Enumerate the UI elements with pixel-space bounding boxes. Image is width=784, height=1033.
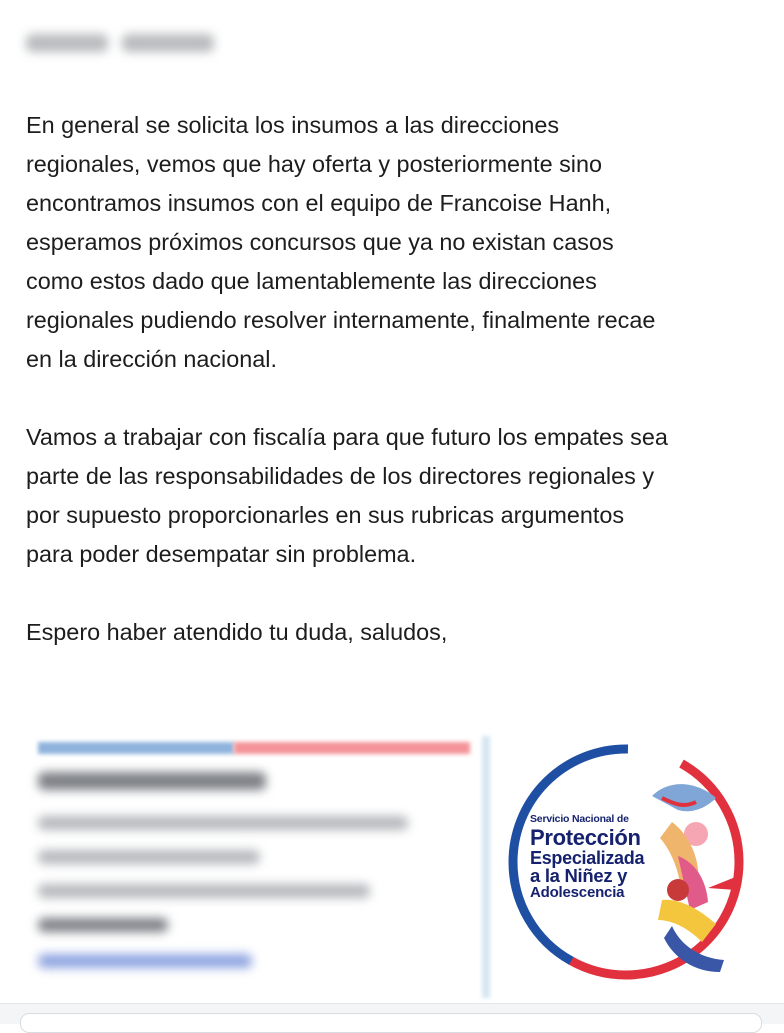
redacted-text [38,884,370,898]
body-line: esperamos próximos concursos que ya no existan casos [26,229,614,255]
body-line: En general se solicita los insumos a las direcciones [26,112,560,138]
reply-bar [0,1003,784,1024]
signature-color-bar [38,742,234,754]
reply-input[interactable] [20,1013,762,1033]
redacted-text [38,918,168,932]
redacted-text [38,816,408,830]
body-line: parte de las responsabilidades de los directores regionales y [26,463,655,489]
logo-line-4: a la Niñez y [530,864,628,886]
body-line: regionales, vemos que hay oferta y posteriormente sino [26,151,602,177]
paragraph-1 [26,106,771,379]
logo-text [530,814,644,900]
body-line: Vamos a trabajar con fiscalía para que futuro los empates sea [26,424,668,450]
redacted-link[interactable] [38,954,252,968]
body-line: regionales pudiendo resolver internamente, finalmente recae [26,307,656,333]
institution-logo [502,738,750,986]
logo-line-2: Protección [530,824,641,850]
redacted-text [26,34,108,52]
email-body [26,106,771,691]
body-line: como estos dado que lamentablemente las direcciones [26,268,597,294]
signature-color-bar [234,742,470,754]
redacted-text [122,34,214,52]
logo-line-1: Servicio Nacional de [530,813,629,825]
body-line: para poder desempatar sin problema. [26,541,417,567]
redacted-name [38,772,266,790]
body-line: por supuesto proporcionarles en sus rubricas argumentos [26,502,625,528]
redacted-text [38,850,260,864]
paragraph-3 [26,613,771,652]
body-line: Espero haber atendido tu duda, saludos, [26,619,448,645]
body-line: en la dirección nacional. [26,346,277,372]
greeting-redacted [26,26,216,60]
logo-line-3: Especializada [530,847,645,868]
signature-redacted [30,730,492,1000]
body-line: encontramos insumos con el equipo de Francoise Hanh, [26,190,612,216]
paragraph-2 [26,418,771,574]
signature-divider [482,736,490,998]
logo-line-5: Adolescencia [530,884,625,901]
